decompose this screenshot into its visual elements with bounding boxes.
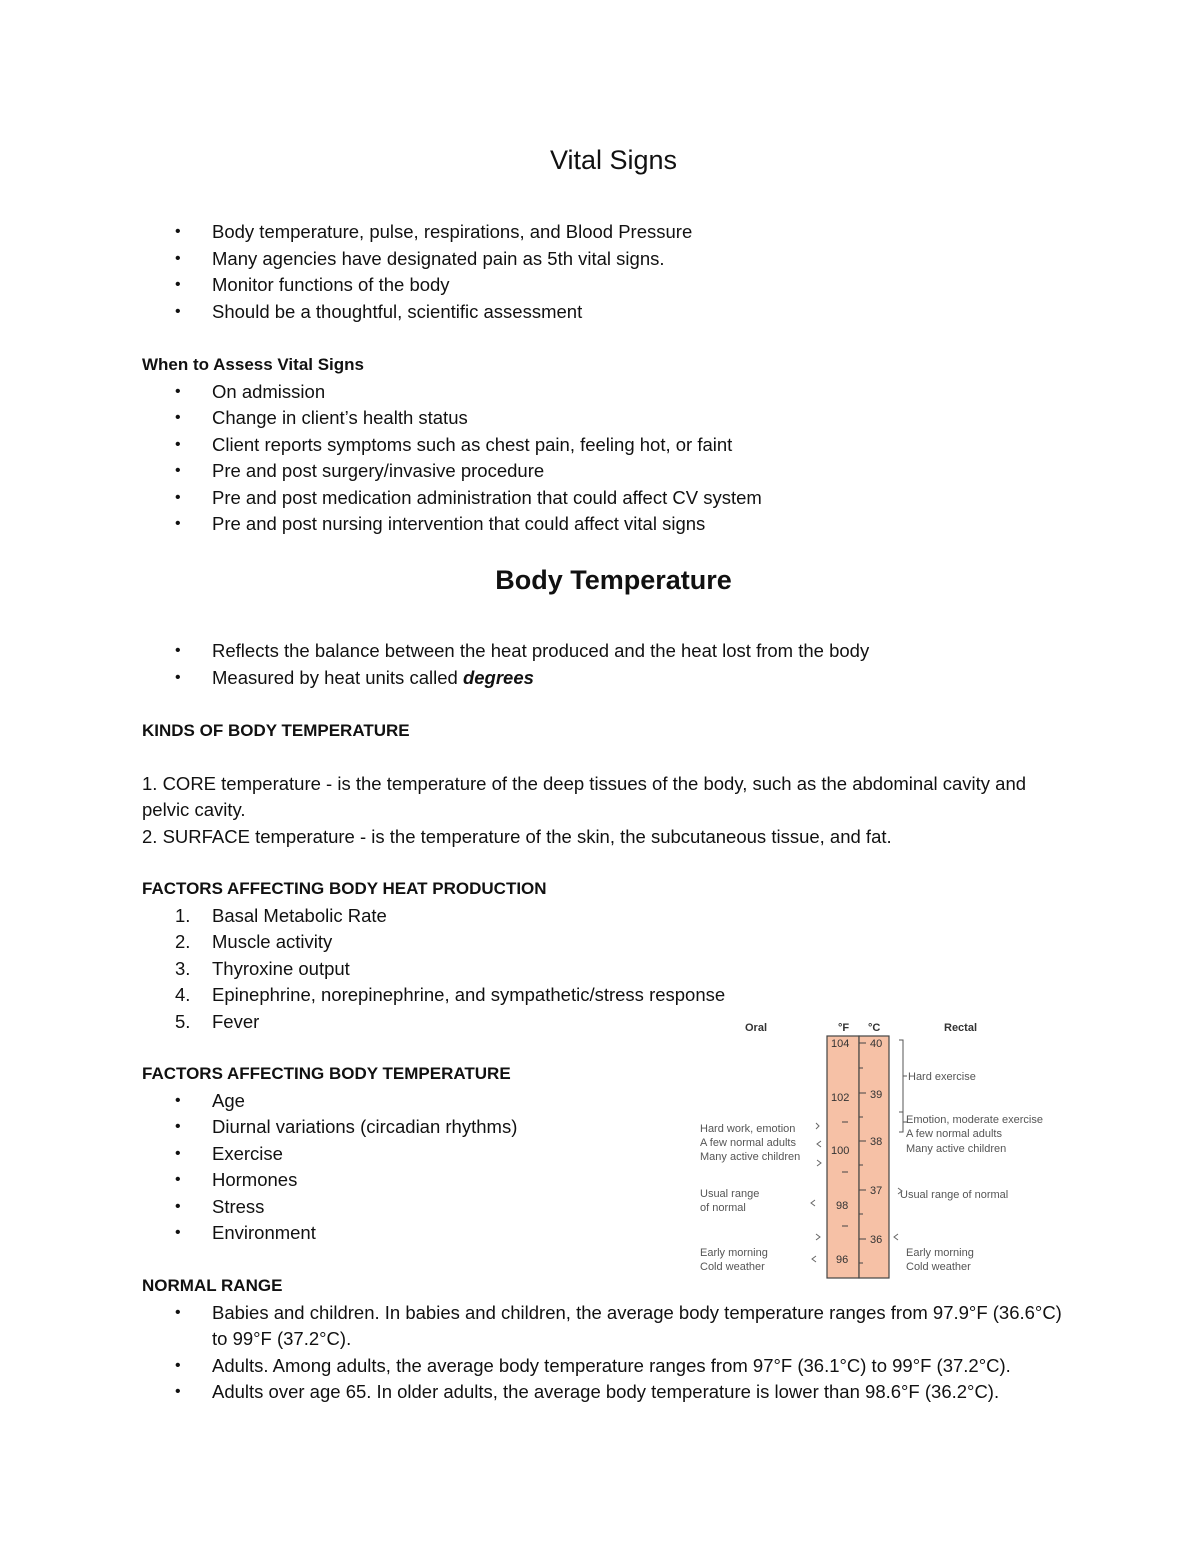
- list-item: 5. Fever: [175, 1010, 260, 1032]
- f-tick-label: 100: [831, 1145, 850, 1157]
- thermometer-figure: [690, 1012, 1070, 1282]
- rectal-note: Usual range of normal: [900, 1189, 1009, 1201]
- list-item: • Reflects the balance between the heat produced and the heat lost from the body: [142, 638, 1062, 665]
- list-item: 1. Basal Metabolic Rate: [175, 904, 387, 926]
- f-tick-label: 96: [836, 1254, 849, 1266]
- oral-note: Many active children: [700, 1151, 801, 1163]
- c-tick-label: 39: [870, 1089, 883, 1101]
- list-item: • Environment: [142, 1220, 662, 1247]
- thermometer-diagram: [690, 1012, 1070, 1282]
- list-item: • Pre and post surgery/invasive procedure: [142, 458, 1062, 485]
- list-item: • Pre and post medication administration that could affect CV system: [142, 485, 1062, 512]
- list-item: • Adults. Among adults, the average body temperature ranges from 97°F (36.1°C) to 99°F (37.2°C).: [142, 1353, 1062, 1380]
- list-item: • Exercise: [142, 1141, 662, 1168]
- oral-note: A few normal adults: [700, 1137, 796, 1149]
- list-item: 3. Thyroxine output: [175, 957, 350, 979]
- rectal-label: Rectal: [944, 1022, 978, 1034]
- c-tick-label: 40: [870, 1038, 883, 1050]
- c-tick-label: 38: [870, 1136, 883, 1148]
- list-item: • Monitor functions of the body: [142, 272, 1062, 299]
- f-tick-label: 104: [831, 1038, 850, 1050]
- list-item: • Should be a thoughtful, scientific assessment: [142, 299, 1062, 326]
- list-item: • Body temperature, pulse, respirations, and Blood Pressure: [142, 219, 1062, 246]
- list-item: • Pre and post nursing intervention that could affect vital signs: [142, 511, 1062, 538]
- rectal-note: Emotion, moderate exercise: [906, 1114, 1043, 1126]
- fahrenheit-label: °F: [838, 1022, 850, 1034]
- list-item: • Babies and children. In babies and children, the average body temperature ranges from 97.9°F (36.6°C) to 99°F (37.2°C).: [142, 1300, 1062, 1353]
- affecting-temp-section: [142, 1061, 662, 1247]
- list-item: • Adults over age 65. In older adults, the average body temperature is lower than 98.6°F (36.2°C).: [142, 1379, 1062, 1406]
- rectal-note: Cold weather: [906, 1261, 971, 1273]
- section-heading: FACTORS AFFECTING BODY HEAT PRODUCTION: [142, 879, 547, 898]
- rectal-note: Hard exercise: [908, 1071, 976, 1083]
- list-item: • Many agencies have designated pain as 5th vital signs.: [142, 246, 1062, 273]
- list-item: • Diurnal variations (circadian rhythms): [142, 1114, 662, 1141]
- list-item: 2. Muscle activity: [175, 931, 333, 952]
- c-tick-label: 37: [870, 1185, 883, 1197]
- f-tick-label: 98: [836, 1200, 849, 1212]
- oral-note: Hard work, emotion: [700, 1123, 796, 1135]
- list-item: • Client reports symptoms such as chest pain, feeling hot, or faint: [142, 432, 1062, 459]
- rectal-note: A few normal adults: [906, 1128, 1002, 1140]
- list-item: [142, 665, 1062, 692]
- list-item: • Age: [142, 1088, 662, 1115]
- rectal-note: Early morning: [906, 1247, 974, 1259]
- celsius-label: °C: [868, 1022, 881, 1034]
- section-heading: When to Assess Vital Signs: [142, 355, 365, 374]
- c-tick-label: 36: [870, 1234, 883, 1246]
- paragraph: 2. SURFACE temperature - is the temperature of the skin, the subcutaneous tissue, and fat.: [142, 825, 892, 847]
- body-temp-list: [142, 638, 1062, 691]
- oral-note: Early morning: [700, 1247, 768, 1259]
- oral-note: of normal: [700, 1202, 746, 1214]
- list-item: • Hormones: [142, 1167, 662, 1194]
- oral-note: Cold weather: [700, 1261, 765, 1273]
- paragraph: 1. CORE temperature - is the temperature of the deep tissues of the body, such as the abdominal cavity and pelvic cavity.: [142, 772, 1027, 820]
- when-to-assess-section: [142, 352, 1062, 538]
- list-item: • On admission: [142, 379, 1062, 406]
- rectal-brace: [899, 1040, 907, 1112]
- intro-list: [142, 219, 1062, 325]
- emphasis-text: degrees: [462, 666, 534, 688]
- fahrenheit-scale: [827, 1036, 859, 1278]
- oral-note: Usual range: [700, 1188, 760, 1200]
- section-heading: KINDS OF BODY TEMPERATURE: [142, 721, 410, 740]
- normal-range-section: [142, 1273, 1062, 1406]
- section-heading: FACTORS AFFECTING BODY TEMPERATURE: [142, 1064, 511, 1083]
- page-title: Vital Signs: [549, 145, 678, 175]
- list-item: • Change in client’s health status: [142, 405, 1062, 432]
- f-tick-label: 102: [831, 1092, 850, 1104]
- section-heading: NORMAL RANGE: [142, 1276, 283, 1295]
- kinds-section: [142, 718, 1062, 850]
- bullet-text: Measured by heat units called: [212, 666, 463, 688]
- list-item: 4. Epinephrine, norepinephrine, and sympathetic/stress response: [175, 984, 726, 1005]
- list-item: • Stress: [142, 1194, 662, 1221]
- section-title: Body Temperature: [495, 565, 732, 595]
- rectal-note: Many active children: [906, 1143, 1007, 1155]
- oral-label: Oral: [745, 1022, 768, 1034]
